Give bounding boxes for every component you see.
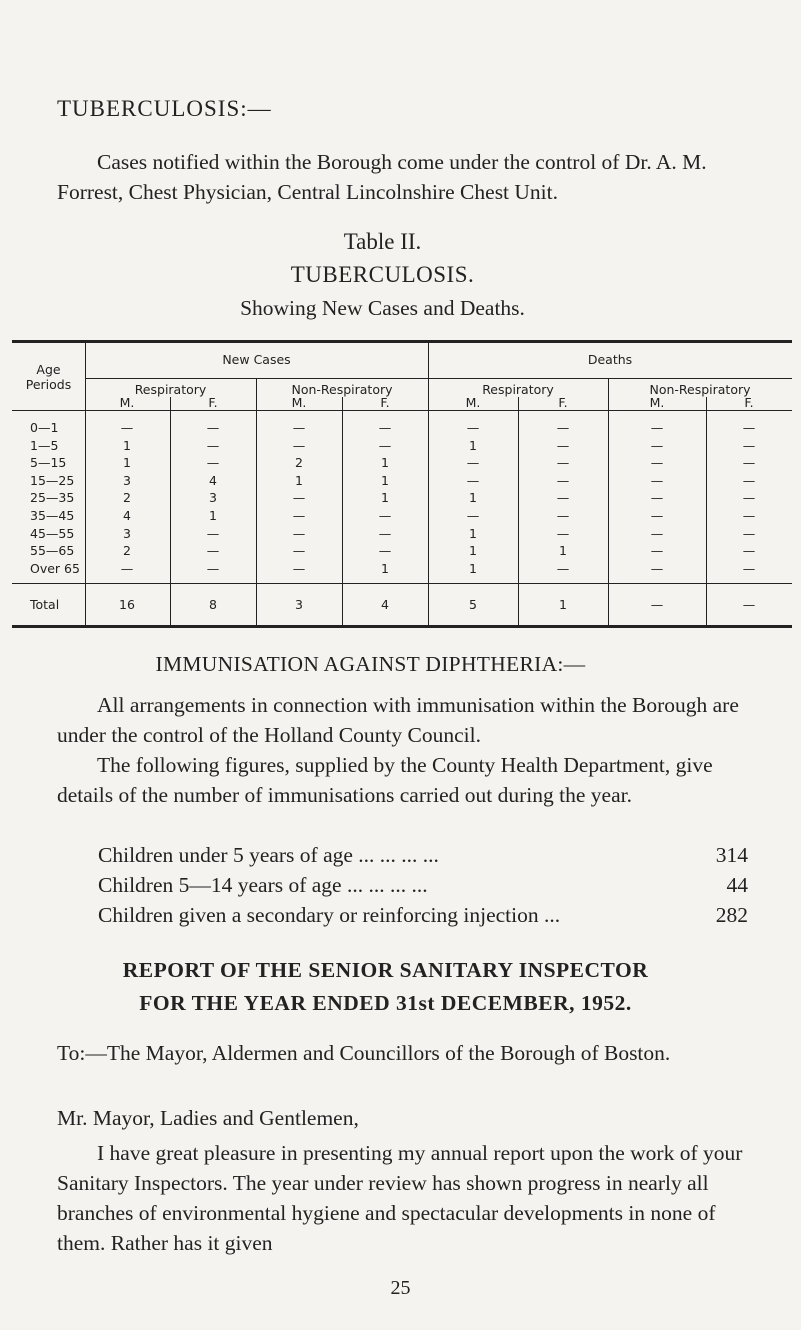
table-cell: — bbox=[742, 543, 756, 559]
deaths-nonresp-header: Non-Respiratory bbox=[649, 382, 751, 397]
total-label: Total bbox=[30, 597, 60, 612]
total-cell: 8 bbox=[209, 597, 217, 612]
table-cell: — bbox=[742, 472, 756, 488]
age-period-label: Over 65 bbox=[30, 560, 80, 576]
immunisation-label: Children given a secondary or reinforcing injection ... bbox=[98, 903, 561, 927]
table-cell: 2 bbox=[295, 455, 303, 471]
vrule-new-nonresp bbox=[256, 378, 257, 625]
table-cell: 1 bbox=[381, 455, 389, 471]
table-cell: — bbox=[120, 420, 134, 435]
header-rule-1 bbox=[85, 378, 792, 379]
age-period-label: 15—25 bbox=[30, 472, 75, 488]
immunisation-row bbox=[98, 873, 748, 903]
table-cell: 3 bbox=[209, 490, 217, 506]
new-resp-header: Respiratory bbox=[134, 382, 207, 397]
age-period-label: 1—5 bbox=[30, 437, 59, 453]
table-cell: 3 bbox=[123, 525, 131, 541]
table-cell: 1 bbox=[559, 543, 567, 559]
page-number: 25 bbox=[390, 1277, 411, 1299]
table-cell: — bbox=[206, 560, 220, 576]
table-cell: — bbox=[650, 560, 664, 576]
new-cases-header: New Cases bbox=[222, 352, 291, 367]
table-cell: 1 bbox=[381, 490, 389, 506]
table-cell: — bbox=[650, 543, 664, 559]
report-title-line-2: FOR THE YEAR ENDED 31st DECEMBER, 1952. bbox=[139, 991, 632, 1015]
female-column-header: F. bbox=[380, 395, 390, 410]
immunisation-row bbox=[98, 843, 748, 873]
total-rule bbox=[12, 583, 792, 584]
table-cell: 1 bbox=[381, 560, 389, 576]
age-periods-header: Age Periods bbox=[25, 362, 72, 392]
table-cell: — bbox=[292, 420, 306, 435]
table-cell: — bbox=[650, 437, 664, 453]
table-bottom-rule bbox=[12, 625, 792, 628]
report-title-line-1: REPORT OF THE SENIOR SANITARY INSPECTOR bbox=[122, 958, 649, 982]
table-cell: — bbox=[378, 420, 392, 435]
immunisation-value: 44 bbox=[726, 873, 748, 897]
table-cell: — bbox=[556, 437, 570, 453]
table-cell: 1 bbox=[123, 455, 131, 471]
table-cell: — bbox=[742, 455, 756, 471]
age-period-label: 45—55 bbox=[30, 525, 75, 541]
table-cell: — bbox=[466, 508, 480, 523]
total-cell: 16 bbox=[119, 597, 135, 612]
table-cell: — bbox=[206, 543, 220, 559]
table-cell: 1 bbox=[469, 560, 477, 576]
table-cell: — bbox=[378, 525, 392, 541]
table-cell: — bbox=[292, 525, 306, 541]
table-cell: — bbox=[292, 490, 306, 506]
immunisation-heading: IMMUNISATION AGAINST DIPHTHERIA:— bbox=[155, 652, 586, 676]
table-cell: — bbox=[556, 525, 570, 541]
table-cell: 1 bbox=[123, 437, 131, 453]
table-cell: 1 bbox=[209, 508, 217, 523]
table-cell: 1 bbox=[469, 543, 477, 559]
deaths-resp-header: Respiratory bbox=[482, 382, 554, 397]
age-period-label: 35—45 bbox=[30, 508, 75, 523]
vrule-mf-1 bbox=[170, 397, 171, 625]
table-cell: 4 bbox=[209, 472, 217, 488]
table-cell: — bbox=[742, 437, 756, 453]
deaths-header: Deaths bbox=[587, 352, 633, 367]
age-period-label: 55—65 bbox=[30, 543, 75, 559]
male-column-header: M. bbox=[291, 395, 307, 410]
male-column-header: M. bbox=[649, 395, 665, 410]
table-cell: — bbox=[206, 525, 220, 541]
immunisation-value: 282 bbox=[715, 903, 748, 927]
table-cell: 1 bbox=[295, 472, 303, 488]
address-to: To:—The Mayor, Aldermen and Councillors of the Borough of Boston. bbox=[57, 1041, 671, 1065]
table-cell: — bbox=[466, 455, 480, 471]
table-subject: TUBERCULOSIS. bbox=[290, 262, 475, 287]
table-cell: — bbox=[742, 525, 756, 541]
table-cell: — bbox=[556, 508, 570, 523]
table-cell: — bbox=[742, 420, 756, 435]
total-cell: 1 bbox=[559, 597, 567, 612]
age-period-label: 5—15 bbox=[30, 455, 67, 471]
immunisation-paragraph-2: The following figures, supplied by the County Health Department, give details of the number of immunisations carried out during the year. bbox=[57, 753, 713, 807]
table-cell: — bbox=[556, 472, 570, 488]
table-cell: 1 bbox=[381, 472, 389, 488]
table-cell: — bbox=[206, 437, 220, 453]
table-cell: 1 bbox=[469, 437, 477, 453]
table-title: Table II. bbox=[343, 229, 422, 254]
table-cell: 3 bbox=[123, 472, 131, 488]
table-cell: — bbox=[650, 472, 664, 488]
table-cell: — bbox=[650, 455, 664, 471]
table-cell: — bbox=[292, 508, 306, 523]
table-description: Showing New Cases and Deaths. bbox=[240, 296, 525, 320]
table-cell: — bbox=[292, 560, 306, 576]
table-cell: — bbox=[650, 420, 664, 435]
table-cell: 1 bbox=[469, 525, 477, 541]
table-cell: — bbox=[206, 455, 220, 471]
immunisation-paragraph-1: All arrangements in connection with immunisation within the Borough are under the control of the Holland County Council. bbox=[57, 693, 739, 747]
table-cell: — bbox=[378, 543, 392, 559]
table-cell: — bbox=[742, 490, 756, 506]
header-rule-2 bbox=[12, 410, 792, 411]
table-cell: — bbox=[556, 560, 570, 576]
vrule-mf-2 bbox=[342, 397, 343, 625]
table-cell: — bbox=[742, 560, 756, 576]
table-cell: — bbox=[292, 437, 306, 453]
vrule-mf-4 bbox=[706, 397, 707, 625]
female-column-header: F. bbox=[208, 395, 218, 410]
total-cell: — bbox=[742, 597, 756, 612]
table-cell: 2 bbox=[123, 490, 131, 506]
table-cell: — bbox=[378, 508, 392, 523]
male-column-header: M. bbox=[119, 395, 135, 410]
female-column-header: F. bbox=[744, 395, 754, 410]
table-cell: 4 bbox=[123, 508, 131, 523]
age-period-label: 25—35 bbox=[30, 490, 75, 506]
immunisation-label: Children under 5 years of age ... ... ... ... bbox=[98, 843, 439, 867]
table-cell: — bbox=[120, 560, 134, 576]
salutation: Mr. Mayor, Ladies and Gentlemen, bbox=[57, 1106, 359, 1130]
table-cell: — bbox=[556, 455, 570, 471]
total-cell: 5 bbox=[469, 597, 477, 612]
immunisation-label: Children 5—14 years of age ... ... ... ... bbox=[98, 873, 428, 897]
table-cell: — bbox=[742, 508, 756, 523]
table-cell: — bbox=[206, 420, 220, 435]
table-cell: 2 bbox=[123, 543, 131, 559]
section-heading-tuberculosis: TUBERCULOSIS:— bbox=[57, 96, 272, 121]
table-cell: — bbox=[650, 490, 664, 506]
total-cell: 4 bbox=[381, 597, 389, 612]
new-nonresp-header: Non-Respiratory bbox=[291, 382, 393, 397]
table-top-rule bbox=[12, 340, 792, 343]
table-cell: — bbox=[466, 472, 480, 488]
table-cell: — bbox=[556, 420, 570, 435]
table-cell: — bbox=[650, 525, 664, 541]
immunisation-row bbox=[98, 903, 748, 933]
table-cell: — bbox=[650, 508, 664, 523]
body-paragraph: I have great pleasure in presenting my annual report upon the work of your Sanitary Inspectors. The year under review has shown progress in nearly all branches of environmental hygiene and spectacular developments in none of them. Rather has it given bbox=[57, 1141, 743, 1255]
male-column-header: M. bbox=[465, 395, 481, 410]
vrule-deaths-nonresp bbox=[608, 378, 609, 625]
intro-paragraph: Cases notified within the Borough come under the control of Dr. A. M. Forrest, Chest Physician, Central Lincolnshire Chest Unit. bbox=[57, 150, 707, 204]
table-cell: — bbox=[378, 437, 392, 453]
tuberculosis-table bbox=[0, 340, 801, 630]
table-cell: — bbox=[292, 543, 306, 559]
immunisation-value: 314 bbox=[715, 843, 748, 867]
table-cell: — bbox=[466, 420, 480, 435]
table-cell: — bbox=[556, 490, 570, 506]
total-cell: — bbox=[650, 597, 664, 612]
female-column-header: F. bbox=[558, 395, 568, 410]
age-period-label: 0—1 bbox=[30, 420, 59, 435]
vrule-mf-3 bbox=[518, 397, 519, 625]
total-cell: 3 bbox=[295, 597, 303, 612]
table-cell: 1 bbox=[469, 490, 477, 506]
